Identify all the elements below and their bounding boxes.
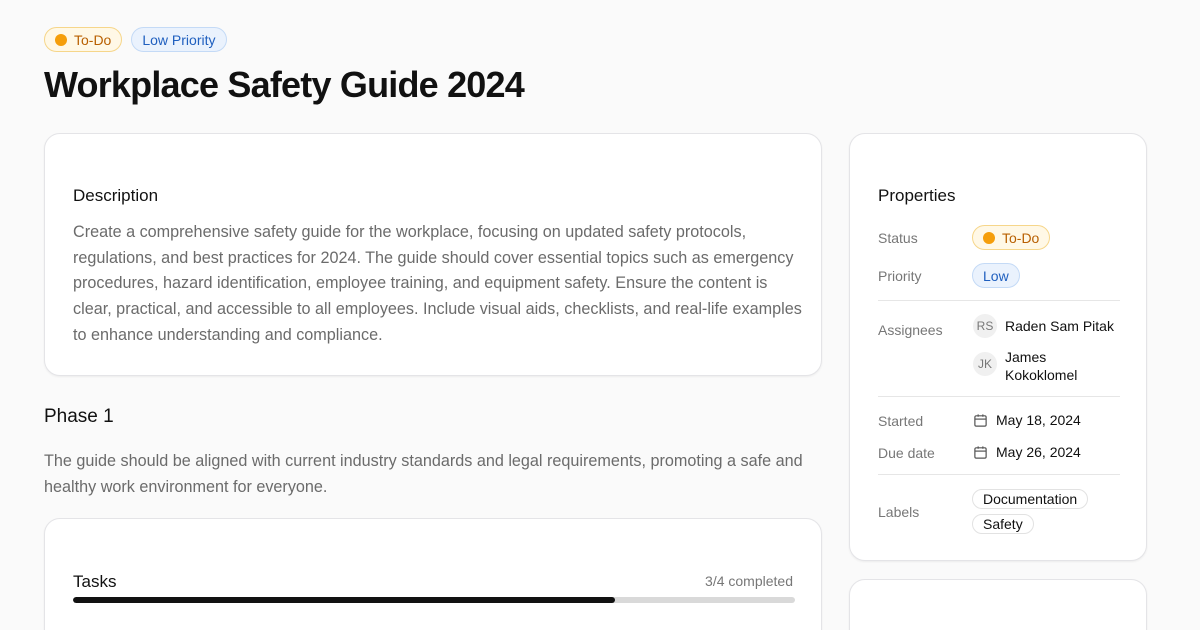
avatar: JK [973,352,997,376]
properties-heading: Properties [878,186,956,205]
status-value-label: To-Do [1002,229,1040,246]
started-label: Started [878,413,924,429]
status-label: Status [878,230,918,246]
started-date-value: May 18, 2024 [996,412,1081,428]
phase-text: The guide should be aligned with current industry standards and legal requirements, promoting a safe and healthy work environment for everyone. [44,452,803,496]
tasks-heading: Tasks [73,572,117,591]
started-date[interactable] [973,412,1081,428]
header-badges [44,27,227,52]
priority-badge-label: Low Priority [142,31,216,48]
divider [878,300,1120,301]
assignee-item[interactable] [973,314,1115,338]
status-value-badge[interactable] [972,225,1050,250]
calendar-icon [973,445,988,460]
page-title: Workplace Safety Guide 2024 [44,64,524,105]
labels-label: Labels [878,504,920,520]
tasks-progress-bar [73,597,795,603]
secondary-card [849,579,1147,630]
description-text: Create a comprehensive safety guide for the workplace, focusing on updated safety protocols, regulations, and best practices for 2024. The guide should cover essential topics such as emergency procedures, hazard identification, employee training, and equipment safety. Ensure the content is clear, practical, and accessible to all employees. Include visual aids, checklists, and real-life examples to enhance understanding and compliance. [73,223,802,344]
due-date-value: May 26, 2024 [996,444,1081,460]
status-badge[interactable] [44,27,122,52]
divider [878,474,1120,475]
due-date[interactable] [973,444,1081,460]
phase-title: Phase 1 [44,406,114,427]
due-date-label: Due date [878,445,935,461]
priority-badge[interactable] [131,27,226,52]
priority-value-badge[interactable] [972,263,1020,288]
label-tag[interactable]: Safety [972,514,1034,534]
tasks-card [44,518,822,630]
priority-label: Priority [878,268,922,284]
dot-icon [55,34,67,46]
label-tag[interactable]: Documentation [972,489,1088,509]
assignee-name: Raden Sam Pitak [1005,318,1114,334]
description-heading: Description [73,186,159,205]
tasks-progress-fill [73,597,615,603]
divider [878,396,1120,397]
dot-icon [983,232,995,244]
tasks-completed-count: 3/4 completed [705,573,793,589]
assignee-name: James Kokoklomel [1005,349,1078,383]
description-card [44,133,822,376]
assignees-label: Assignees [878,322,943,338]
status-badge-label: To-Do [74,31,112,48]
assignee-item[interactable] [973,348,1115,384]
calendar-icon [973,413,988,428]
priority-value-label: Low [983,267,1009,284]
properties-card [849,133,1147,561]
avatar: RS [973,314,997,338]
